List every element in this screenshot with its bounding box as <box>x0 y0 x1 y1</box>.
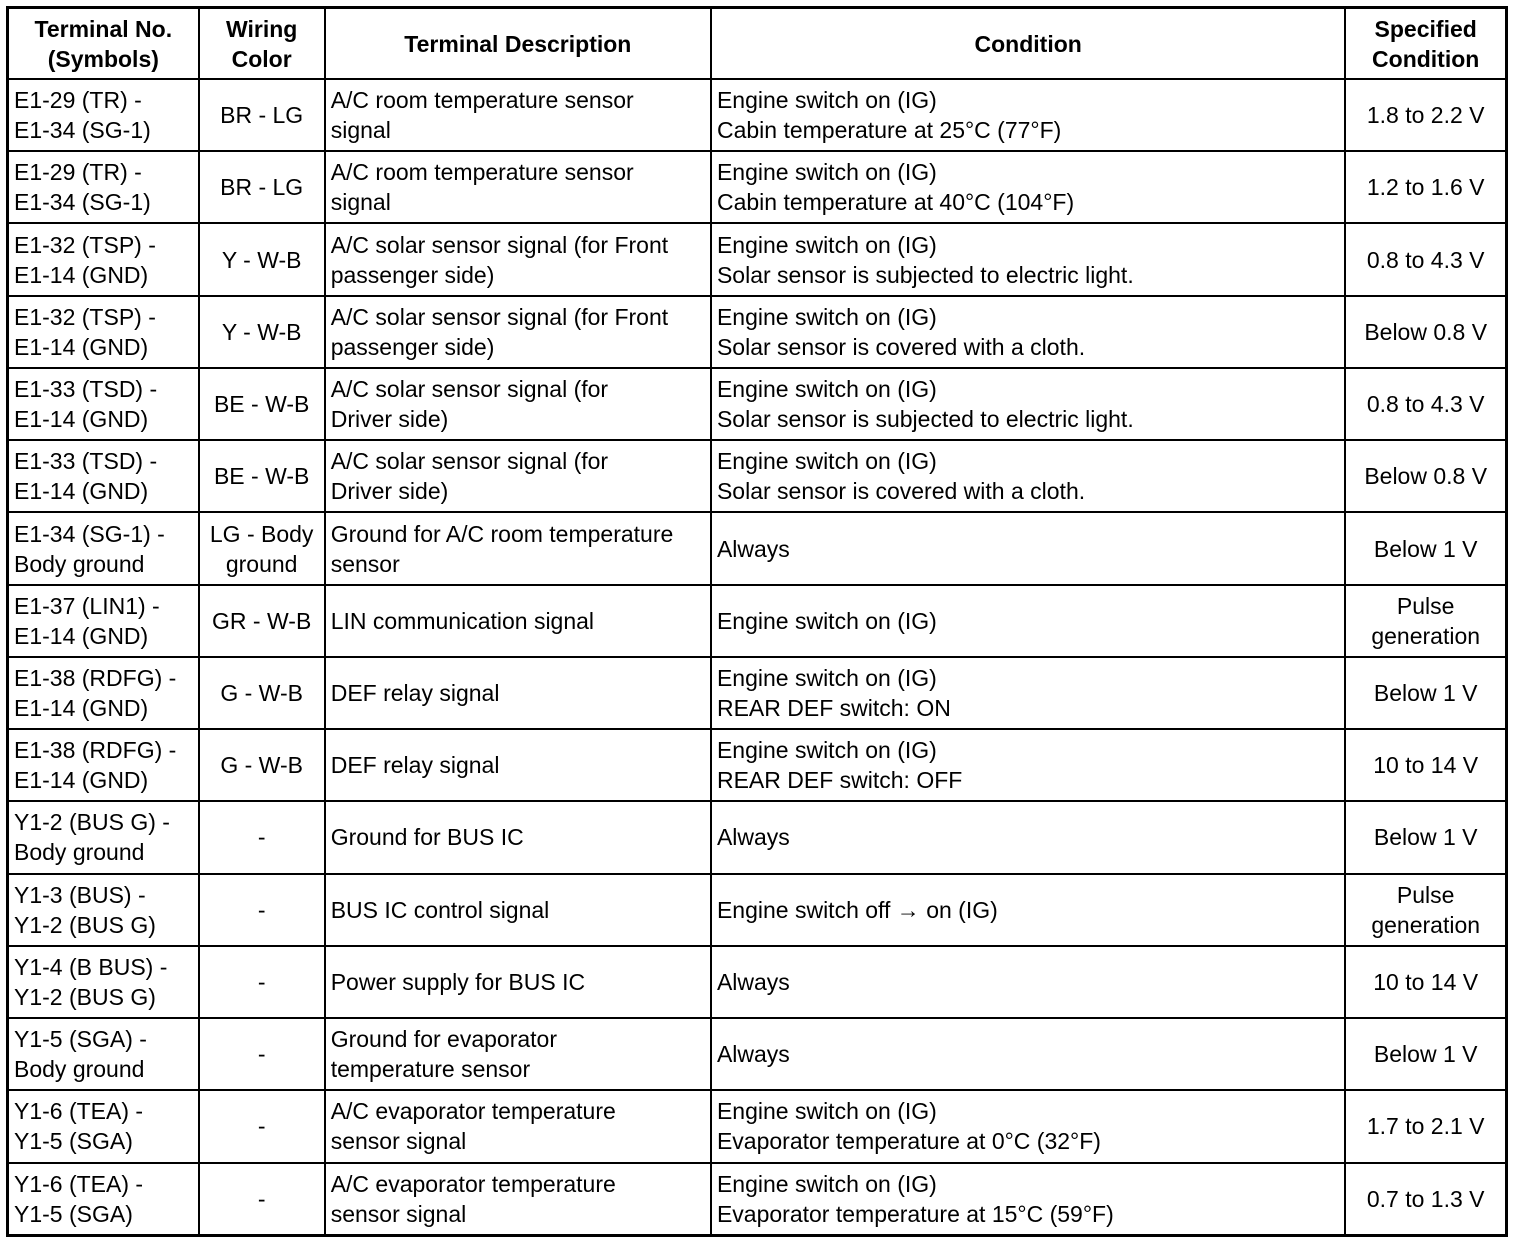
cell-condition <box>711 585 1345 657</box>
cell-terminal-description <box>325 368 711 440</box>
cell-condition <box>711 79 1345 151</box>
cell-terminal-description-line: A/C solar sensor signal (for <box>330 376 609 403</box>
cell-condition <box>711 368 1345 440</box>
table-row <box>8 801 1507 873</box>
cell-terminal-description-line: A/C solar sensor signal (for <box>330 448 609 475</box>
cell-terminal-description <box>325 296 711 368</box>
cell-wiring-color-line: G - W-B <box>220 679 303 706</box>
table-row <box>8 874 1507 946</box>
cell-specified-condition <box>1345 440 1506 512</box>
cell-terminal-no <box>8 585 199 657</box>
table-body <box>8 79 1507 1236</box>
cell-condition <box>711 1018 1345 1090</box>
cell-specified-condition-line: Below 0.8 V <box>1364 463 1488 490</box>
cell-wiring-color-line: GR - W-B <box>212 607 312 634</box>
table-row <box>8 440 1507 512</box>
cell-specified-condition <box>1345 585 1506 657</box>
cell-terminal-no-line: E1-33 (TSD) - <box>14 376 158 403</box>
cell-terminal-no <box>8 223 199 295</box>
terminal-spec-table <box>6 6 1508 1237</box>
cell-terminal-no <box>8 512 199 584</box>
cell-condition <box>711 657 1345 729</box>
cell-condition-line: REAR DEF switch: OFF <box>716 767 963 794</box>
header-condition: Condition <box>711 8 1345 80</box>
cell-terminal-description-line: Ground for BUS IC <box>330 824 524 851</box>
cell-terminal-description-line: temperature sensor <box>330 1056 531 1083</box>
cell-terminal-description <box>325 1018 711 1090</box>
table-row <box>8 223 1507 295</box>
cell-terminal-no <box>8 729 199 801</box>
cell-terminal-no-line: E1-29 (TR) - <box>14 87 142 114</box>
cell-terminal-description-line: A/C evaporator temperature <box>330 1098 616 1125</box>
cell-specified-condition-line: Below 1 V <box>1373 679 1478 706</box>
header-wiring-color: Wiring Color <box>199 8 325 80</box>
cell-specified-condition <box>1345 874 1506 946</box>
table-row <box>8 1163 1507 1236</box>
cell-terminal-description-line: BUS IC control signal <box>330 896 550 923</box>
cell-condition-line: Cabin temperature at 40°C (104°F) <box>716 189 1075 216</box>
cell-condition-line: Always <box>716 1041 790 1068</box>
cell-wiring-color-line: - <box>257 1113 266 1140</box>
cell-terminal-description <box>325 151 711 223</box>
cell-specified-condition <box>1345 79 1506 151</box>
cell-terminal-description <box>325 657 711 729</box>
cell-wiring-color-line: BR - LG <box>220 102 304 129</box>
cell-terminal-no-line: E1-34 (SG-1) <box>14 117 151 144</box>
cell-wiring-color <box>199 657 325 729</box>
cell-terminal-no-line: E1-33 (TSD) - <box>14 448 158 475</box>
header-specified-condition: Specified Condition <box>1345 8 1506 80</box>
cell-condition <box>711 223 1345 295</box>
cell-wiring-color <box>199 223 325 295</box>
cell-condition-line: Engine switch on (IG) <box>716 607 937 634</box>
cell-terminal-description-line: Ground for evaporator <box>330 1026 557 1053</box>
cell-condition-line: REAR DEF switch: ON <box>716 694 951 721</box>
cell-specified-condition-line: Pulse <box>1396 881 1455 908</box>
cell-terminal-description <box>325 729 711 801</box>
cell-specified-condition-line: 1.7 to 2.1 V <box>1366 1113 1485 1140</box>
cell-terminal-description-line: sensor signal <box>330 1128 467 1155</box>
cell-terminal-description <box>325 1090 711 1162</box>
cell-specified-condition <box>1345 296 1506 368</box>
cell-specified-condition-line: Below 1 V <box>1373 824 1478 851</box>
cell-terminal-no-line: Y1-2 (BUS G) - <box>14 809 170 836</box>
cell-terminal-no-line: E1-38 (RDFG) - <box>14 664 177 691</box>
table-row <box>8 1090 1507 1162</box>
cell-terminal-description-line: DEF relay signal <box>330 752 500 779</box>
cell-condition <box>711 1090 1345 1162</box>
cell-wiring-color <box>199 1018 325 1090</box>
cell-specified-condition-line: Below 1 V <box>1373 1041 1478 1068</box>
cell-specified-condition-line: 1.8 to 2.2 V <box>1366 102 1485 129</box>
cell-condition-line: Always <box>716 824 790 851</box>
cell-terminal-no <box>8 1163 199 1236</box>
cell-specified-condition <box>1345 1090 1506 1162</box>
cell-terminal-description <box>325 512 711 584</box>
cell-terminal-no <box>8 151 199 223</box>
cell-terminal-description-line: LIN communication signal <box>330 607 595 634</box>
cell-specified-condition-line: 0.8 to 4.3 V <box>1366 246 1485 273</box>
cell-wiring-color <box>199 151 325 223</box>
cell-terminal-no <box>8 1018 199 1090</box>
cell-terminal-description <box>325 946 711 1018</box>
cell-terminal-description <box>325 79 711 151</box>
cell-terminal-description-line: Driver side) <box>330 406 449 433</box>
cell-wiring-color <box>199 801 325 873</box>
cell-wiring-color <box>199 1090 325 1162</box>
cell-condition <box>711 1163 1345 1236</box>
cell-specified-condition <box>1345 946 1506 1018</box>
cell-terminal-no-line: Y1-6 (TEA) - <box>14 1098 144 1125</box>
cell-terminal-description-line: sensor signal <box>330 1200 467 1227</box>
cell-terminal-description <box>325 1163 711 1236</box>
cell-terminal-no-line: E1-14 (GND) <box>14 478 149 505</box>
cell-terminal-no-line: Body ground <box>14 839 145 866</box>
cell-terminal-description-line: passenger side) <box>330 333 495 360</box>
cell-specified-condition-line: 1.2 to 1.6 V <box>1366 174 1485 201</box>
cell-terminal-no <box>8 79 199 151</box>
cell-terminal-no-line: Y1-6 (TEA) - <box>14 1170 144 1197</box>
table-row <box>8 1018 1507 1090</box>
cell-terminal-no <box>8 1090 199 1162</box>
cell-wiring-color <box>199 368 325 440</box>
cell-terminal-description-line: A/C room temperature sensor <box>330 87 634 114</box>
cell-terminal-no-line: E1-38 (RDFG) - <box>14 737 177 764</box>
cell-wiring-color-line: BR - LG <box>220 174 304 201</box>
cell-terminal-description <box>325 801 711 873</box>
cell-wiring-color-line: - <box>257 824 266 851</box>
cell-condition-line: Solar sensor is covered with a cloth. <box>716 333 1086 360</box>
cell-wiring-color-line: ground <box>225 550 298 577</box>
cell-wiring-color <box>199 440 325 512</box>
cell-wiring-color-line: - <box>257 968 266 995</box>
cell-condition-line: Engine switch on (IG) <box>716 159 937 186</box>
cell-condition-line: Always <box>716 968 790 995</box>
table-row <box>8 729 1507 801</box>
cell-terminal-no <box>8 657 199 729</box>
cell-terminal-no <box>8 440 199 512</box>
cell-condition-line: Engine switch on (IG) <box>716 87 937 114</box>
cell-condition-line: Engine switch on (IG) <box>716 376 937 403</box>
cell-terminal-no-line: Y1-5 (SGA) <box>14 1200 133 1227</box>
cell-terminal-no <box>8 801 199 873</box>
header-terminal-description: Terminal Description <box>325 8 711 80</box>
cell-terminal-description-line: A/C solar sensor signal (for Front <box>330 303 669 330</box>
cell-condition-line: Engine switch on (IG) <box>716 303 937 330</box>
cell-terminal-no-line: E1-32 (TSP) - <box>14 303 156 330</box>
cell-wiring-color <box>199 79 325 151</box>
cell-specified-condition <box>1345 729 1506 801</box>
cell-terminal-description-line: Driver side) <box>330 478 449 505</box>
cell-specified-condition <box>1345 1163 1506 1236</box>
cell-terminal-no-line: E1-14 (GND) <box>14 333 149 360</box>
cell-condition <box>711 874 1345 946</box>
cell-condition-line: Solar sensor is subjected to electric light. <box>716 406 1134 433</box>
cell-specified-condition-line: 0.7 to 1.3 V <box>1366 1185 1485 1212</box>
table-row <box>8 512 1507 584</box>
cell-condition-line: Engine switch on (IG) <box>716 664 937 691</box>
cell-terminal-no-line: E1-14 (GND) <box>14 767 149 794</box>
cell-terminal-description <box>325 874 711 946</box>
cell-terminal-no <box>8 368 199 440</box>
cell-terminal-description-line: sensor <box>330 550 400 577</box>
cell-wiring-color-line: BE - W-B <box>213 463 310 490</box>
cell-terminal-no-line: E1-14 (GND) <box>14 261 149 288</box>
cell-specified-condition <box>1345 512 1506 584</box>
cell-terminal-no-line: Y1-5 (SGA) <box>14 1128 133 1155</box>
cell-condition <box>711 801 1345 873</box>
header-row <box>8 8 1507 80</box>
cell-specified-condition <box>1345 657 1506 729</box>
table-row <box>8 657 1507 729</box>
cell-specified-condition-line: Below 0.8 V <box>1364 318 1488 345</box>
cell-terminal-no <box>8 874 199 946</box>
cell-terminal-description-line: passenger side) <box>330 261 495 288</box>
cell-terminal-no-line: E1-32 (TSP) - <box>14 231 156 258</box>
cell-condition <box>711 729 1345 801</box>
cell-wiring-color <box>199 874 325 946</box>
cell-wiring-color <box>199 946 325 1018</box>
cell-specified-condition-line: 10 to 14 V <box>1373 752 1479 779</box>
cell-condition-line: Evaporator temperature at 0°C (32°F) <box>716 1128 1101 1155</box>
cell-specified-condition <box>1345 368 1506 440</box>
cell-terminal-no-line: Y1-4 (B BUS) - <box>14 953 168 980</box>
cell-terminal-description-line: signal <box>330 117 391 144</box>
cell-specified-condition <box>1345 223 1506 295</box>
cell-terminal-no-line: E1-34 (SG-1) - <box>14 520 165 547</box>
cell-wiring-color-line: LG - Body <box>209 520 314 547</box>
cell-condition-line: Solar sensor is covered with a cloth. <box>716 478 1086 505</box>
cell-condition-line: Cabin temperature at 25°C (77°F) <box>716 117 1062 144</box>
cell-specified-condition-line: generation <box>1371 911 1481 938</box>
cell-wiring-color <box>199 729 325 801</box>
cell-terminal-no-line: Y1-2 (BUS G) <box>14 983 156 1010</box>
cell-wiring-color-line: - <box>257 896 266 923</box>
cell-condition-line: Engine switch on (IG) <box>716 737 937 764</box>
cell-terminal-description-line: A/C solar sensor signal (for Front <box>330 231 669 258</box>
cell-wiring-color-line: - <box>257 1041 266 1068</box>
table-row <box>8 585 1507 657</box>
cell-condition-line: Engine switch on (IG) <box>716 448 937 475</box>
cell-specified-condition <box>1345 1018 1506 1090</box>
cell-condition <box>711 296 1345 368</box>
cell-terminal-no-line: E1-14 (GND) <box>14 694 149 721</box>
cell-condition-line: Evaporator temperature at 15°C (59°F) <box>716 1200 1114 1227</box>
cell-wiring-color-line: Y - W-B <box>221 318 302 345</box>
cell-wiring-color <box>199 1163 325 1236</box>
cell-terminal-description-line: Ground for A/C room temperature <box>330 520 674 547</box>
cell-terminal-description-line: DEF relay signal <box>330 679 500 706</box>
cell-condition-line: Engine switch on (IG) <box>716 1170 937 1197</box>
cell-specified-condition-line: 10 to 14 V <box>1373 968 1479 995</box>
cell-terminal-description <box>325 585 711 657</box>
cell-terminal-description <box>325 223 711 295</box>
cell-terminal-description-line: Power supply for BUS IC <box>330 968 586 995</box>
cell-terminal-no-line: E1-14 (GND) <box>14 406 149 433</box>
cell-condition-line: Engine switch on (IG) <box>716 1098 937 1125</box>
cell-wiring-color <box>199 585 325 657</box>
cell-specified-condition-line: generation <box>1371 622 1481 649</box>
cell-condition-line: Engine switch off → on (IG) <box>716 896 998 923</box>
table-row <box>8 368 1507 440</box>
cell-condition <box>711 512 1345 584</box>
cell-condition-line: Engine switch on (IG) <box>716 231 937 258</box>
cell-terminal-no-line: Y1-3 (BUS) - <box>14 881 146 908</box>
cell-terminal-no <box>8 946 199 1018</box>
cell-condition <box>711 440 1345 512</box>
cell-terminal-no <box>8 296 199 368</box>
table-row <box>8 946 1507 1018</box>
cell-terminal-description <box>325 440 711 512</box>
cell-terminal-description-line: signal <box>330 189 391 216</box>
cell-terminal-no-line: E1-29 (TR) - <box>14 159 142 186</box>
cell-terminal-no-line: E1-14 (GND) <box>14 622 149 649</box>
cell-terminal-no-line: Body ground <box>14 1056 145 1083</box>
cell-terminal-no-line: E1-34 (SG-1) <box>14 189 151 216</box>
cell-terminal-description-line: A/C room temperature sensor <box>330 159 634 186</box>
table-row <box>8 151 1507 223</box>
cell-specified-condition-line: Below 1 V <box>1373 535 1478 562</box>
table-row <box>8 79 1507 151</box>
cell-wiring-color <box>199 512 325 584</box>
cell-wiring-color-line: BE - W-B <box>213 391 310 418</box>
cell-terminal-description-line: A/C evaporator temperature <box>330 1170 616 1197</box>
cell-condition <box>711 151 1345 223</box>
cell-specified-condition-line: 0.8 to 4.3 V <box>1366 391 1485 418</box>
cell-specified-condition <box>1345 801 1506 873</box>
cell-terminal-no-line: Y1-2 (BUS G) <box>14 911 156 938</box>
cell-wiring-color-line: Y - W-B <box>221 246 302 273</box>
header-terminal-no: Terminal No. (Symbols) <box>8 8 199 80</box>
cell-specified-condition-line: Pulse <box>1396 592 1455 619</box>
cell-terminal-no-line: E1-37 (LIN1) - <box>14 592 160 619</box>
cell-condition <box>711 946 1345 1018</box>
table-row <box>8 296 1507 368</box>
cell-condition-line: Always <box>716 535 790 562</box>
cell-wiring-color <box>199 296 325 368</box>
cell-terminal-no-line: Body ground <box>14 550 145 577</box>
cell-wiring-color-line: - <box>257 1185 266 1212</box>
cell-terminal-no-line: Y1-5 (SGA) - <box>14 1026 147 1053</box>
cell-specified-condition <box>1345 151 1506 223</box>
cell-wiring-color-line: G - W-B <box>220 752 303 779</box>
cell-condition-line: Solar sensor is subjected to electric light. <box>716 261 1134 288</box>
